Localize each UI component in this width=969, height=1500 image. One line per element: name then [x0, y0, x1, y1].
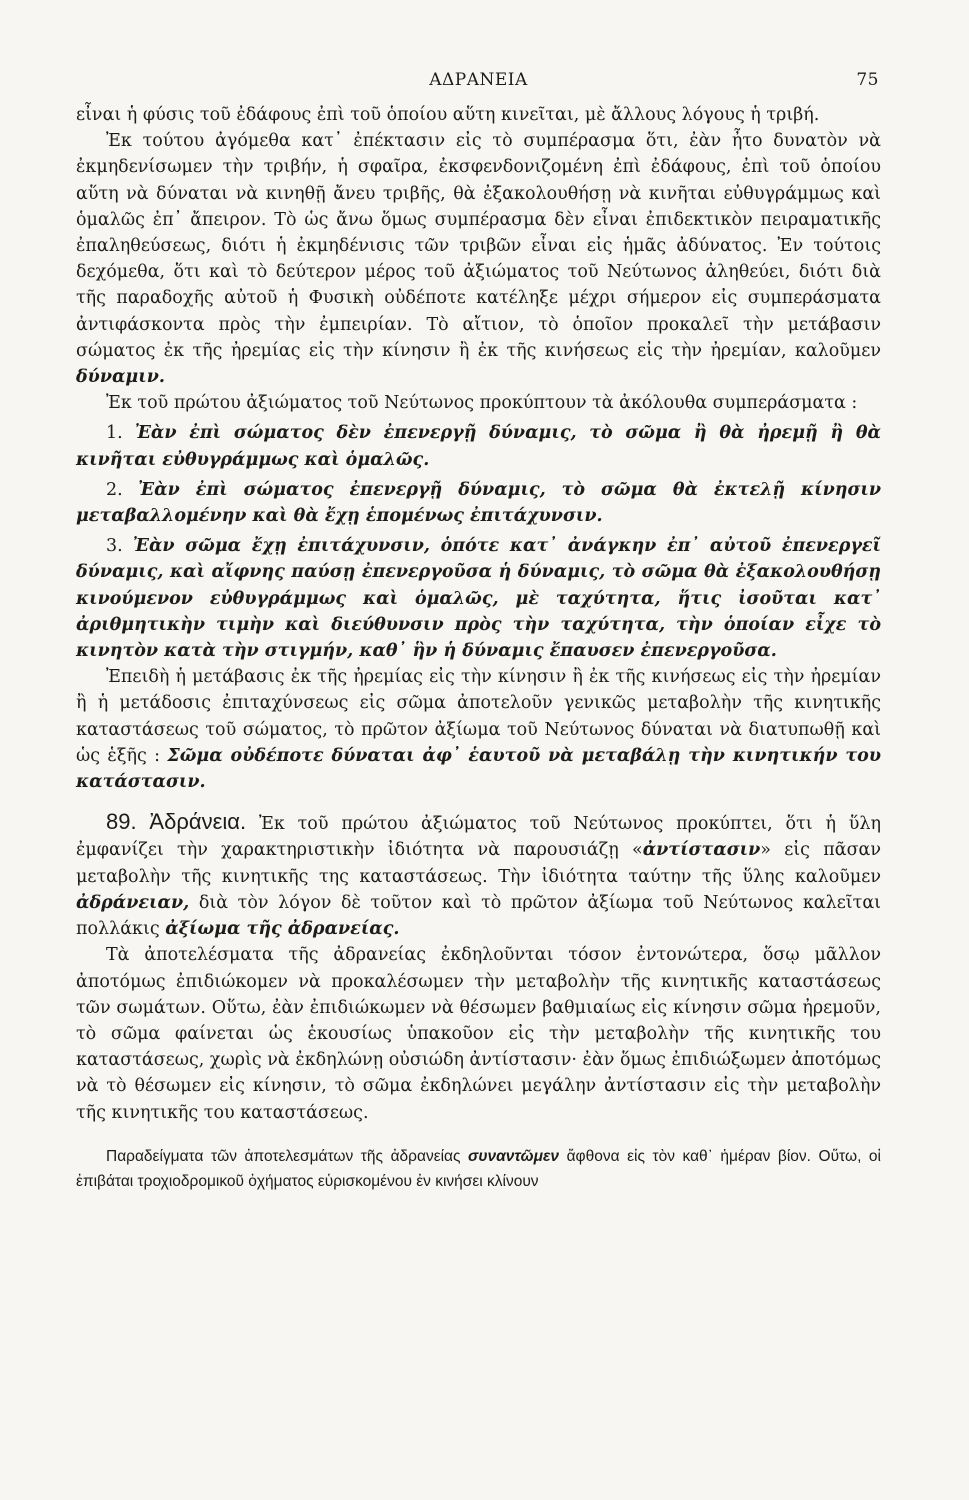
section-89: 89. Ἀδράνεια. Ἐκ τοῦ πρώτου ἀξιώματος τοῦ Νεύτωνος προκύπτει, ὅτι ἡ ὕλη ἐμφανίζει τὴν χαρακτηριστικὴν ἰδιότητα νὰ παρουσιάζῃ «ἀντίστασιν» εἰς πᾶσαν μεταβολὴν τῆς κινητικῆς της καταστάσεως. Τὴν ἰδιότητα ταύτην τῆς ὕλης καλοῦμεν ἀδράνειαν, διὰ τὸν λόγον δὲ τοῦτον καὶ τὸ πρῶτον ἀξίωμα τοῦ Νεύτωνος καλεῖται πολλάκις ἀξίωμα τῆς ἀδρανείας. [76, 809, 881, 940]
page-number: 75 [856, 70, 879, 90]
paragraph: Ἐπειδὴ ἡ μετάβασις ἐκ τῆς ἠρεμίας εἰς τὴν κίνησιν ἢ ἐκ τῆς κινήσεως εἰς τὴν ἠρεμίαν ἢ ἡ μετάδοσις ἐπιταχύνσεως εἰς σῶμα ἀποτελοῦν γενικῶς μεταβολὴν τῆς κινητικῆς καταστάσεως τοῦ σώματος, τὸ πρῶτον ἀξίωμα τοῦ Νεύτωνος δύναται νὰ διατυπωθῇ καὶ ὡς ἑξῆς : Σῶμα οὐδέποτε δύναται ἀφ᾽ ἑαυτοῦ νὰ μεταβάλῃ τὴν κινητικήν του κατάστασιν. [76, 667, 881, 793]
term-emphasis: ἀδράνειαν, [76, 892, 190, 913]
item-text: Ἐὰν σῶμα ἔχῃ ἐπιτάχυνσιν, ὁπότε κατ᾽ ἀνάγκην ἐπ᾽ αὐτοῦ ἐπενεργεῖ δύναμις, καὶ αἴφνης παύσῃ ἐπενεργοῦσα ἡ δύναμις, τὸ σῶμα θὰ ἐξακολουθήσῃ κινούμενον εὐθυγράμμως καὶ ὁμαλῶς, μὲ ταχύτητα, ἥτις ἰσοῦται κατ᾽ ἀριθμητικὴν τιμὴν καὶ διεύθυνσιν πρὸς τὴν ταχύτητα, τὴν ὁποίαν εἶχε τὸ κινητὸν κατὰ τὴν στιγμήν, καθ᾽ ἣν ἡ δύναμις ἔπαυσεν ἐπενεργοῦσα. [76, 536, 881, 662]
header-title: ΑΔΡΑΝΕΙΑ [429, 70, 528, 90]
item-number: 2. [106, 479, 123, 500]
paragraph: Ἐκ τούτου ἀγόμεθα κατ᾽ ἐπέκτασιν εἰς τὸ συμπέρασμα ὅτι, ἐὰν ἦτο δυνατὸν νὰ ἐκμηδενίσωμεν τὴν τριβήν, ἡ σφαῖρα, ἐκσφενδονιζομένη ἐπὶ ἐδάφους, ἐπὶ τοῦ ὁποίου αὕτη νὰ δύναται νὰ κινηθῇ ἄνευ τριβῆς, θὰ ἐξακολουθήσῃ νὰ κινῆται εὐθυγράμμως καὶ ὁμαλῶς ἐπ᾽ ἄπειρον. Τὸ ὡς ἄνω ὅμως συμπέρασμα δὲν εἶναι ἐπιδεκτικὸν πειραματικῆς ἐπαληθεύσεως, διότι ἡ ἐκμηδένισις τῶν τριβῶν εἶναι εἰς ἡμᾶς ἀδύνατος. Ἐν τούτοις δεχόμεθα, ὅτι καὶ τὸ δεύτερον μέρος τοῦ ἀξιώματος τοῦ Νεύτωνος ἀληθεύει, διότι διὰ τῆς παραδοχῆς αὐτοῦ ἡ Φυσικὴ οὐδέποτε κατέληξε μέχρι σήμερον εἰς συμπεράσματα ἀντιφάσκοντα πρὸς τὴν ἐμπειρίαν. Τὸ αἴτιον, τὸ ὁποῖον προκαλεῖ τὴν μετάβασιν σώματος ἐκ τῆς ἠρεμίας εἰς τὴν κίνησιν ἢ ἐκ τῆς κινήσεως εἰς τὴν ἠρεμίαν, καλοῦμεν δύναμιν. [76, 131, 881, 388]
section-title: Ἀδράνεια. [149, 809, 247, 835]
term-emphasis: ἀντίστασιν [642, 840, 761, 861]
item-number: 3. [106, 536, 123, 557]
running-header [76, 62, 881, 92]
term-emphasis: δύναμιν. [76, 367, 165, 388]
conclusion-item [76, 533, 881, 664]
paragraph: εἶναι ἡ φύσις τοῦ ἐδάφους ἐπὶ τοῦ ὁποίου αὕτη κινεῖται, μὲ ἄλλους λόγους ἡ τριβή. [76, 105, 820, 125]
item-number: 1. [106, 423, 123, 444]
item-text: Ἐὰν ἐπὶ σώματος δὲν ἐπενεργῇ δύναμις, τὸ σῶμα ἢ θὰ ἠρεμῇ ἢ θὰ κινῆται εὐθυγράμμως καὶ ὁμαλῶς. [76, 423, 881, 470]
paragraph: Ἐκ τοῦ πρώτου ἀξιώματος τοῦ Νεύτωνος προκύπτουν τὰ ἀκόλουθα συμπεράσματα : [106, 393, 858, 414]
term-emphasis: συναντῶμεν [468, 1147, 560, 1165]
term-emphasis: ἀξίωμα τῆς ἀδρανείας. [165, 919, 400, 940]
item-text: Ἐὰν ἐπὶ σώματος ἐπενεργῇ δύναμις, τὸ σῶμα θὰ ἐκτελῇ κίνησιν μεταβαλλομένην καὶ θὰ ἔχῃ ἑπομένως ἐπιτάχυνσιν. [76, 479, 881, 527]
conclusion-item [76, 477, 881, 529]
conclusion-item [76, 420, 881, 472]
paragraph-small-print: Παραδείγματα τῶν ἀποτελεσμάτων τῆς ἀδρανείας συναντῶμεν ἄφθονα εἰς τὸν καθ᾽ ἡμέραν βίον. Οὕτω, οἱ ἐπιβάται τροχιοδρομικοῦ ὀχήματος εὑρισκομένου ἐν κινήσει κλίνουν [76, 1147, 881, 1190]
term-emphasis: Σῶμα οὐδέποτε δύναται ἀφ᾽ ἑαυτοῦ νὰ μεταβάλῃ τὴν κινητικήν του κατάστασιν. [76, 745, 881, 793]
section-number: 89. [106, 809, 137, 835]
paragraph: Τὰ ἀποτελέσματα τῆς ἀδρανείας ἐκδηλοῦνται τόσον ἐντονώτερα, ὅσῳ μᾶλλον ἀποτόμως ἐπιδιώκομεν νὰ προκαλέσωμεν τὴν μεταβολὴν τῆς κινητικῆς καταστάσεως τῶν σωμάτων. Οὕτω, ἐὰν ἐπιδιώκωμεν νὰ θέσωμεν βαθμιαίως εἰς κίνησιν σῶμα ἠρεμοῦν, τὸ σῶμα φαίνεται ὡς ἑκουσίως ὑπακοῦον εἰς τὴν μεταβολὴν τῆς κινητικῆς του καταστάσεως, χωρὶς νὰ ἐκδηλώνῃ οὐσιώδη ἀντίστασιν· ἐὰν ὅμως ἐπιδιώξωμεν ἀποτόμως νὰ τὸ θέσωμεν εἰς κίνησιν, τὸ σῶμα ἐκδηλώνει μεγάλην ἀντίστασιν εἰς τὴν μεταβολὴν τῆς κινητικῆς του καταστάσεως. [76, 945, 881, 1123]
